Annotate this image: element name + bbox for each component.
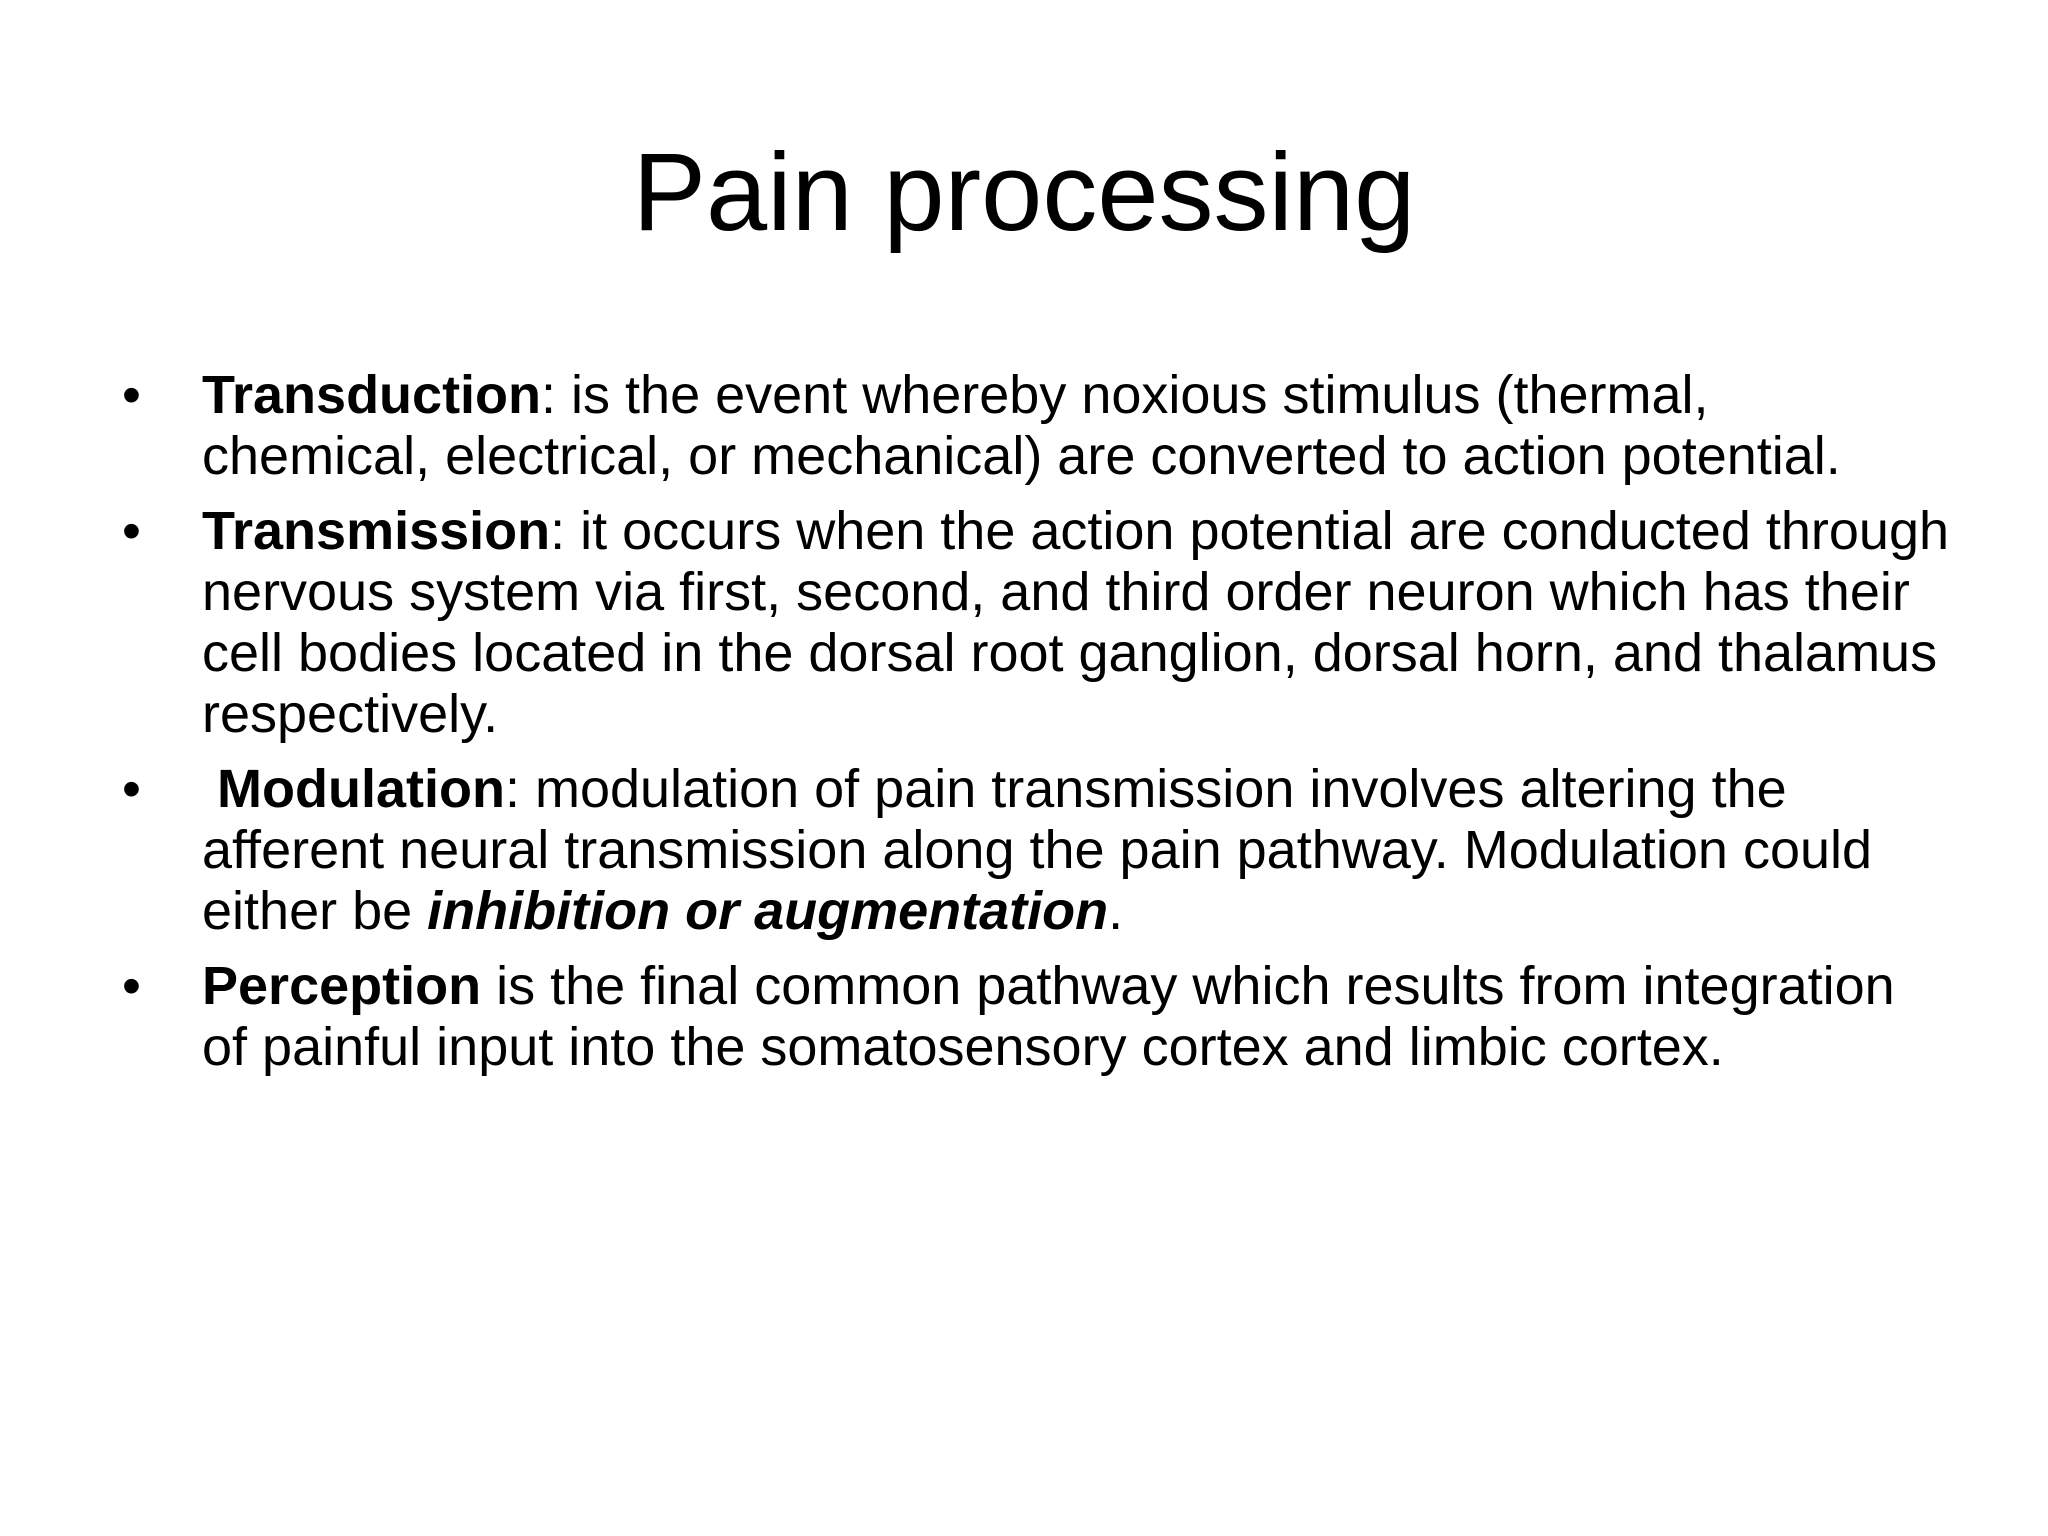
- bullet-emphasis: inhibition or augmentation: [427, 881, 1109, 941]
- bullet-term: Transduction: [202, 365, 542, 425]
- bullet-dot-icon: •: [122, 759, 141, 819]
- bullet-list: [120, 365, 1950, 1092]
- bullet-dot-icon: •: [122, 501, 141, 561]
- bullet-tail: .: [1108, 881, 1124, 941]
- bullet-transduction: [120, 365, 1950, 487]
- bullet-term: Modulation: [217, 759, 505, 819]
- bullet-dot-icon: •: [122, 365, 141, 425]
- bullet-lead-space: [202, 759, 217, 819]
- bullet-text: : is the event whereby noxious stimulus (thermal, chemical, electrical, or mechanical) are converted to action potential.: [202, 365, 1841, 486]
- bullet-modulation: [120, 759, 1950, 942]
- bullet-text: : it occurs when the action potential are conducted through nervous system via first, second, and third order neuron which has their cell bodies located in the dorsal root ganglion, dorsal horn, and thalamus respectively.: [202, 501, 1950, 744]
- bullet-term: Transmission: [202, 501, 551, 561]
- bullet-term: Perception: [202, 956, 482, 1016]
- bullet-dot-icon: •: [122, 956, 141, 1016]
- slide-title: Pain processing: [632, 131, 1416, 254]
- bullet-transmission: [120, 501, 1950, 745]
- bullet-text: : modulation of pain transmission involves altering the afferent neural transmission along the pain pathway. Modulation could either be: [202, 759, 1873, 941]
- bullet-text: is the final common pathway which results from integration of painful input into the somatosensory cortex and limbic cortex.: [202, 956, 1895, 1077]
- bullet-perception: [120, 956, 1950, 1078]
